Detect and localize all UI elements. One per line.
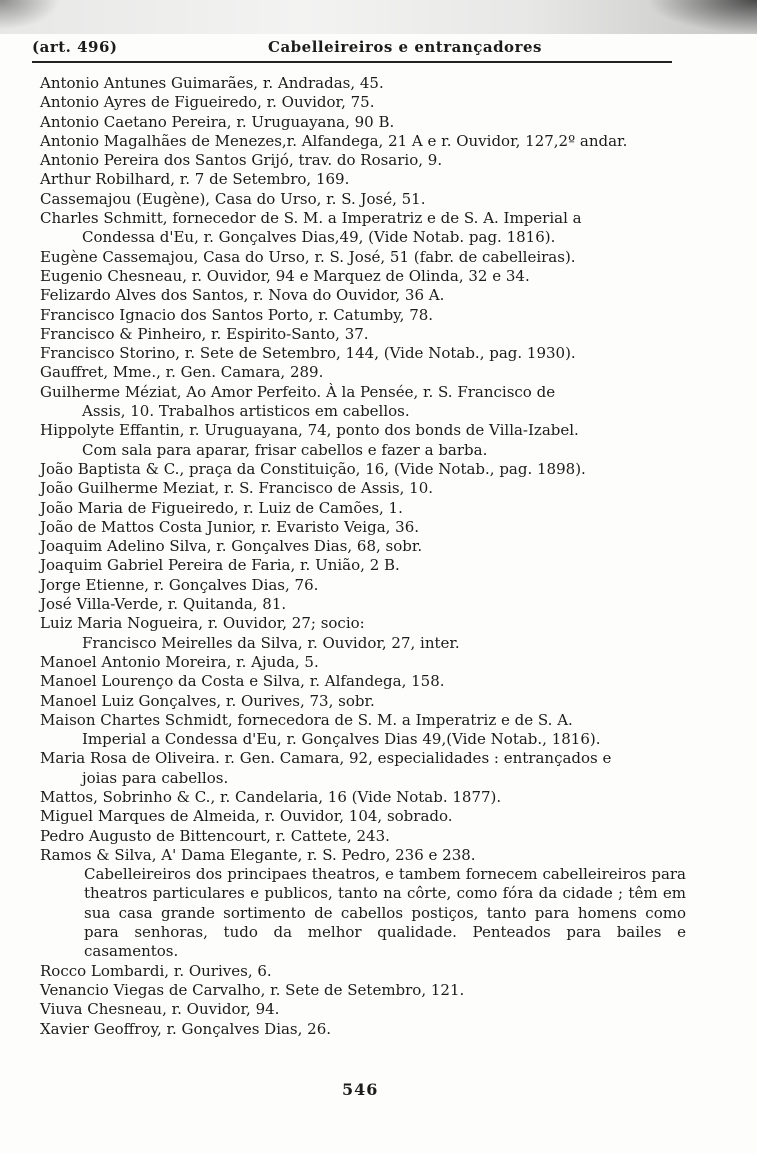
entry-line: Maria Rosa de Oliveira. r. Gen. Camara, 92, especialidades : entrançados e (40, 749, 612, 768)
entry-line: Xavier Geoffroy, r. Gonçalves Dias, 26. (40, 1019, 332, 1038)
entry-line: Pedro Augusto de Bittencourt, r. Cattete, 243. (40, 826, 390, 845)
entry-line: Viuva Chesneau, r. Ouvidor, 94. (40, 1000, 280, 1019)
entry-continuation: Francisco Meirelles da Silva, r. Ouvidor, 27, inter. (82, 633, 460, 652)
entry-line: Antonio Magalhães de Menezes,r. Alfandega, 21 A e r. Ouvidor, 127,2º andar. (40, 131, 628, 150)
entry-line: Antonio Pereira dos Santos Grijó, trav. do Rosario, 9. (40, 151, 443, 170)
top-edge-smudge (0, 0, 757, 34)
entry-line: Antonio Ayres de Figueiredo, r. Ouvidor, 75. (40, 93, 375, 112)
entry-line: Miguel Marques de Almeida, r. Ouvidor, 104, sobrado. (40, 807, 453, 826)
entry-line: José Villa-Verde, r. Quitanda, 81. (40, 595, 287, 614)
entry-line: Luiz Maria Nogueira, r. Ouvidor, 27; socio: (40, 614, 365, 633)
entry-line: Manoel Luiz Gonçalves, r. Ourives, 73, sobr. (40, 691, 375, 710)
entry-line: Manoel Lourenço da Costa e Silva, r. Alfandega, 158. (40, 672, 445, 691)
entry-line: Francisco Ignacio dos Santos Porto, r. Catumby, 78. (40, 305, 434, 324)
entry-continuation: joias para cabellos. (82, 768, 229, 787)
section-title: Cabelleireiros e entrançadores (268, 38, 542, 56)
entry-line: Cassemajou (Eugène), Casa do Urso, r. S. José, 51. (40, 189, 426, 208)
entry-line: Charles Schmitt, fornecedor de S. M. a Imperatriz e de S. A. Imperial a (40, 209, 582, 228)
entry-line: Joaquim Gabriel Pereira de Faria, r. União, 2 B. (40, 556, 400, 575)
entry-continuation: Imperial a Condessa d'Eu, r. Gonçalves Dias 49,(Vide Notab., 1816). (82, 730, 601, 749)
running-head (32, 38, 682, 62)
right-corner-smudge (647, 0, 757, 34)
entry-line: Venancio Viegas de Carvalho, r. Sete de Setembro, 121. (40, 980, 465, 999)
entry-line: João Baptista & C., praça da Constituição, 16, (Vide Notab., pag. 1898). (40, 459, 586, 478)
entry-continuation: Condessa d'Eu, r. Gonçalves Dias,49, (Vide Notab. pag. 1816). (82, 228, 556, 247)
entry-line: Felizardo Alves dos Santos, r. Nova do Ouvidor, 36 A. (40, 286, 445, 305)
entry-line: Antonio Caetano Pereira, r. Uruguayana, 90 B. (40, 112, 395, 131)
entry-line: Hippolyte Effantin, r. Uruguayana, 74, ponto dos bonds de Villa-Izabel. (40, 421, 579, 440)
article-reference: (art. 496) (32, 38, 118, 56)
entry-line: Arthur Robilhard, r. 7 de Setembro, 169. (40, 170, 350, 189)
entry-line: Eugenio Chesneau, r. Ouvidor, 94 e Marquez de Olinda, 32 e 34. (40, 266, 530, 285)
directory-list (40, 74, 690, 1039)
header-rule (32, 61, 672, 63)
entry-line: Jorge Etienne, r. Gonçalves Dias, 76. (40, 575, 319, 594)
entry-line: Antonio Antunes Guimarães, r. Andradas, 45. (40, 74, 384, 92)
entry-line: Mattos, Sobrinho & C., r. Candelaria, 16 (Vide Notab. 1877). (40, 787, 502, 806)
entry-line: Francisco Storino, r. Sete de Setembro, 144, (Vide Notab., pag. 1930). (40, 344, 576, 363)
page-number: 546 (342, 1080, 379, 1099)
entry-line: Ramos & Silva, A' Dama Elegante, r. S. Pedro, 236 e 238. (40, 845, 476, 864)
entry-line: Joaquim Adelino Silva, r. Gonçalves Dias, 68, sobr. (40, 537, 423, 556)
entry-line: Gauffret, Mme., r. Gen. Camara, 289. (40, 363, 324, 382)
entry-continuation: Assis, 10. Trabalhos artisticos em cabellos. (82, 402, 410, 421)
entry-continuation: Com sala para aparar, frisar cabellos e fazer a barba. (82, 440, 488, 459)
entry-line: Manoel Antonio Moreira, r. Ajuda, 5. (40, 652, 319, 671)
entry-line: João Guilherme Meziat, r. S. Francisco de Assis, 10. (40, 479, 434, 498)
entry-line: João de Mattos Costa Junior, r. Evaristo Veiga, 36. (40, 517, 420, 536)
left-corner-smudge (0, 0, 60, 30)
entry-line: Maison Chartes Schmidt, fornecedora de S. M. a Imperatriz e de S. A. (40, 710, 573, 729)
entry-description: Cabelleireiros dos principaes theatros, e tambem fornecem cabelleireiros para theatros particulares e publicos, tanto na côrte, como fóra da cidade ; têm em sua casa grande sortimento de cabellos postiços, tanto para homens como para senhoras, tudo da melhor qualidade. Penteados para bailes e casamentos. (84, 865, 686, 961)
entry-line: Rocco Lombardi, r. Ourives, 6. (40, 961, 272, 980)
entry-line: Francisco & Pinheiro, r. Espirito-Santo, 37. (40, 324, 369, 343)
entry-line: Guilherme Méziat, Ao Amor Perfeito. À la Pensée, r. S. Francisco de (40, 382, 556, 401)
entry-line: Eugène Cassemajou, Casa do Urso, r. S. José, 51 (fabr. de cabelleiras). (40, 247, 576, 266)
entry-line: João Maria de Figueiredo, r. Luiz de Camões, 1. (40, 498, 403, 517)
